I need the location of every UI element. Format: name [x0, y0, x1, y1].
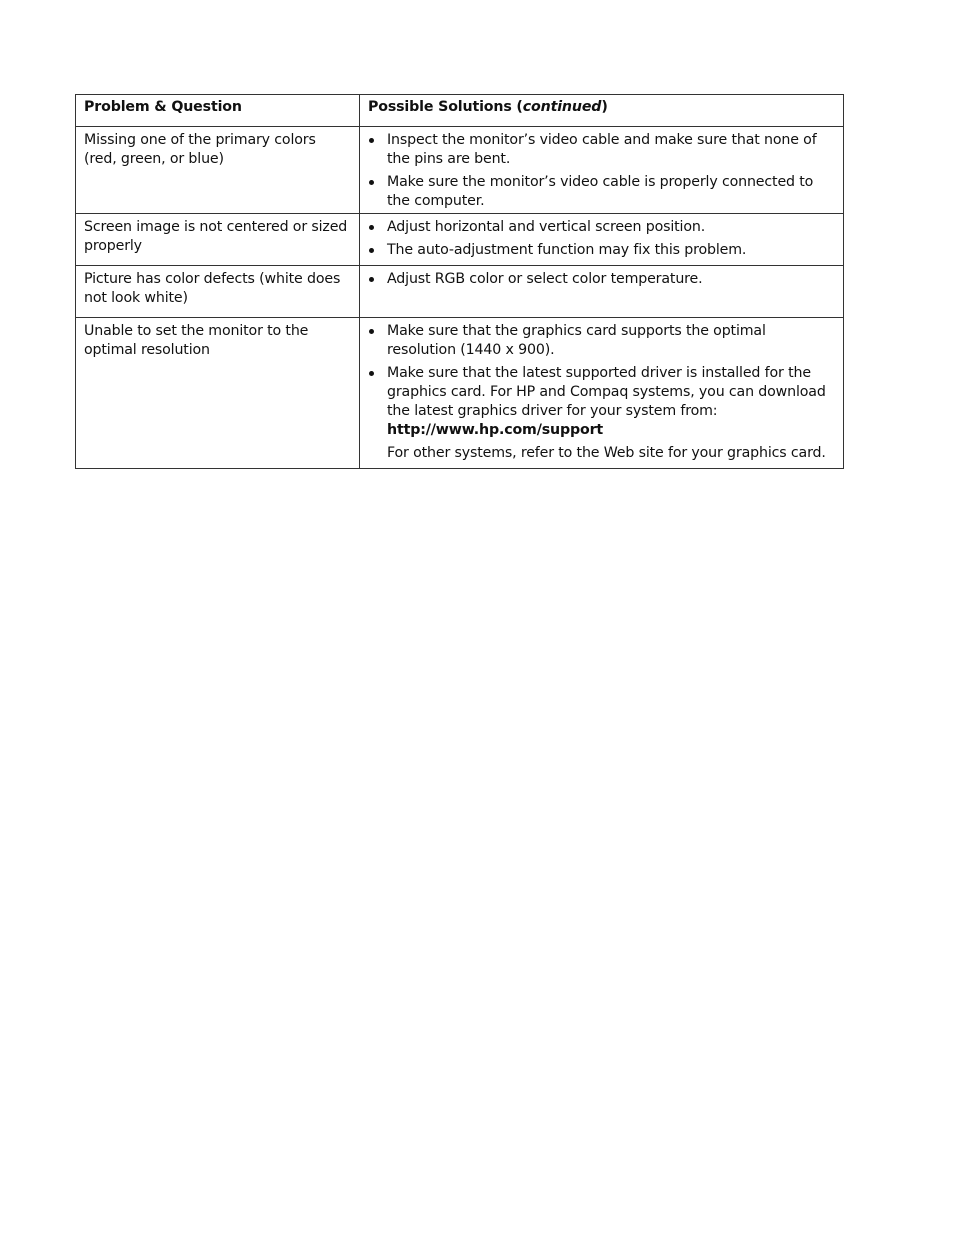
support-url-link[interactable]: http://www.hp.com/support: [387, 422, 604, 438]
table-row: [76, 266, 844, 318]
troubleshooting-table: [75, 94, 844, 469]
table-row: [76, 127, 844, 214]
solution-item: Adjust horizontal and vertical screen position.: [368, 218, 836, 237]
solution-item: The auto-adjustment function may fix this problem.: [368, 241, 836, 260]
solutions-cell: [360, 266, 844, 318]
solution-item: Make sure the monitor’s video cable is properly connected to the computer.: [368, 173, 836, 211]
solution-item: Make sure that the graphics card supports the optimal resolution (1440 x 900).: [368, 322, 836, 360]
table-row: [76, 318, 844, 469]
header-solutions: [360, 95, 844, 127]
problem-cell: Unable to set the monitor to the optimal resolution: [76, 318, 360, 469]
table-row: [76, 214, 844, 266]
solutions-cell: [360, 318, 844, 469]
header-solutions-continued: continued: [522, 99, 602, 115]
solutions-list: [368, 218, 836, 260]
table-header-row: [76, 95, 844, 127]
other-systems-note: For other systems, refer to the Web site for your graphics card.: [387, 445, 826, 461]
solutions-cell: [360, 127, 844, 214]
solution-item: Inspect the monitor’s video cable and make sure that none of the pins are bent.: [368, 131, 836, 169]
solutions-list: [368, 322, 836, 463]
header-solutions-suffix: ): [601, 99, 608, 115]
problem-cell: Missing one of the primary colors (red, green, or blue): [76, 127, 360, 214]
problem-cell: Picture has color defects (white does not look white): [76, 266, 360, 318]
solutions-list: [368, 270, 836, 289]
header-solutions-prefix: Possible Solutions (: [368, 99, 523, 115]
solution-item: [368, 364, 836, 463]
solutions-list: [368, 131, 836, 211]
solutions-cell: [360, 214, 844, 266]
solution-item-text: Make sure that the latest supported driver is installed for the graphics card. For HP and Compaq systems, you can download the latest graphics driver for your system from:: [387, 365, 826, 419]
solution-item: Adjust RGB color or select color temperature.: [368, 270, 836, 289]
header-problem: Problem & Question: [76, 95, 360, 127]
problem-cell: Screen image is not centered or sized properly: [76, 214, 360, 266]
